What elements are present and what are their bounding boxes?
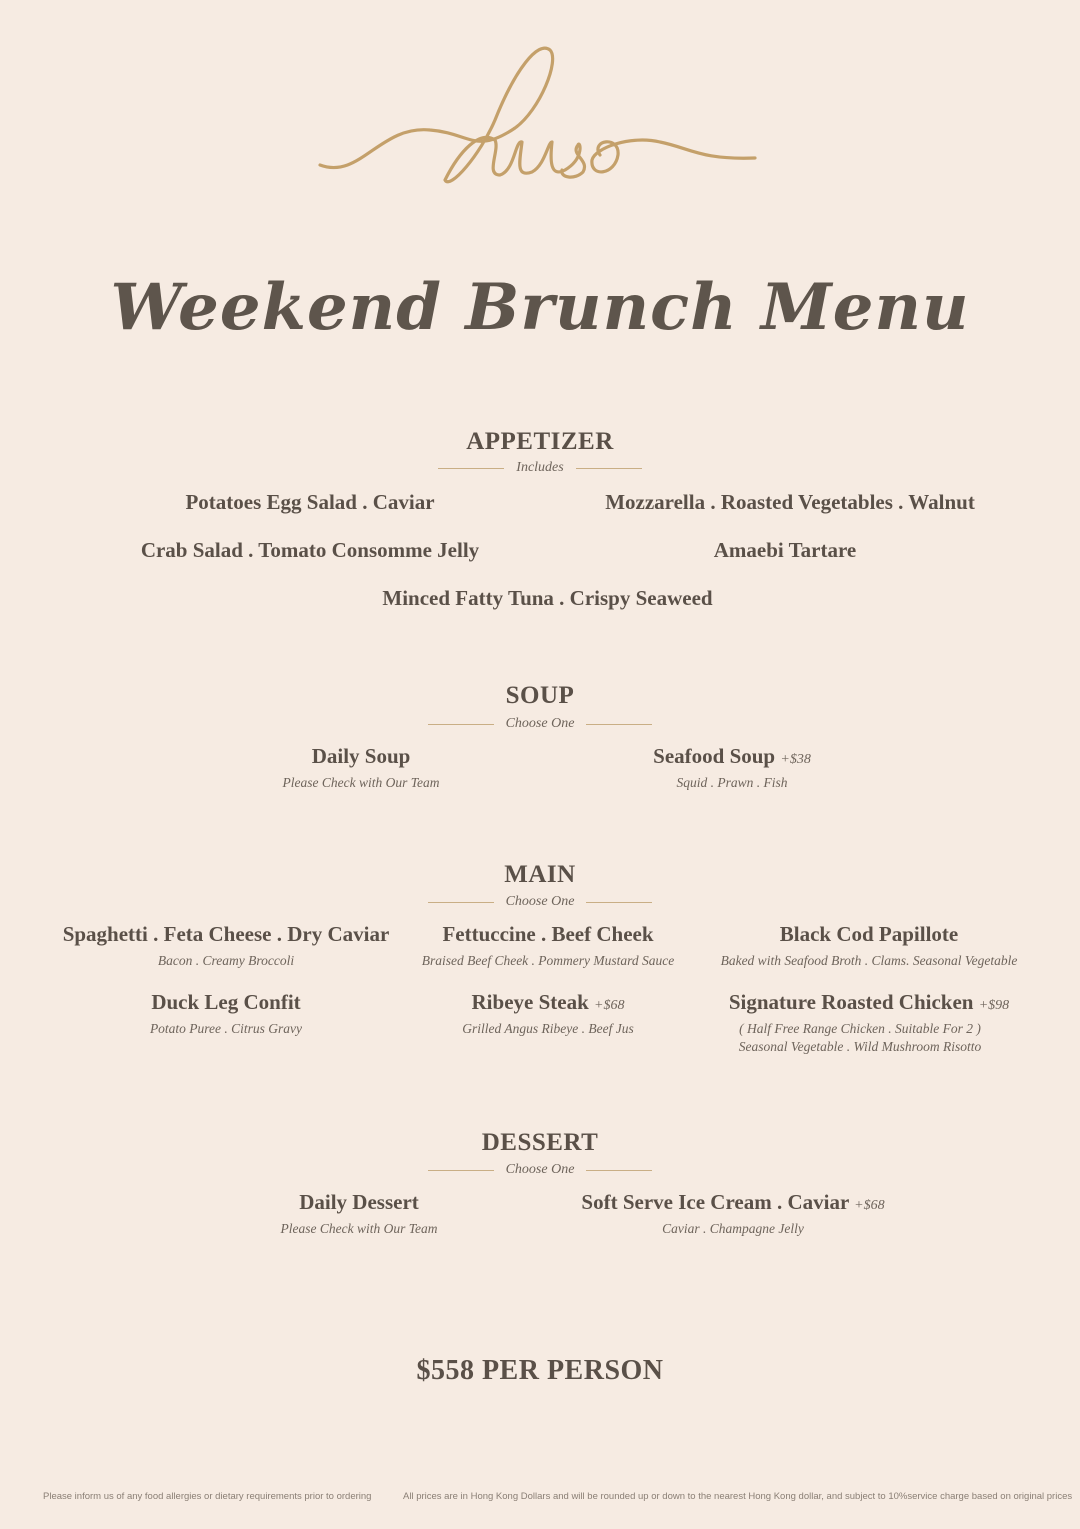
item-name: Daily Soup [311, 744, 411, 768]
price-per-person: $558 PER PERSON [416, 1355, 664, 1386]
item-price: +$38 [780, 752, 811, 767]
allergy-note: Please inform us of any food allergies or dietary requirements prior to ordering [43, 1491, 372, 1502]
item-name: Seafood Soup [653, 744, 776, 768]
menu-item [36, 922, 416, 947]
item-description: Potato Puree . Citrus Gravy [149, 1021, 303, 1036]
pricing-note: All prices are in Hong Kong Dollars and will be rounded up or down to the nearest Hong Kong dollar, and subject to 10%service charge based on original prices [403, 1491, 1073, 1502]
item-price: +$98 [978, 998, 1010, 1013]
main-subtitle [0, 892, 1080, 912]
item-name: Spaghetti . Feta Cheese . Dry Caviar [62, 922, 390, 946]
divider-right [576, 468, 642, 469]
dessert-heading: DESSERT [481, 1129, 599, 1156]
soup-heading: SOUP [505, 682, 575, 709]
dessert-subtitle [0, 1160, 1080, 1180]
item-description: ( Half Free Range Chicken . Suitable For 2 ) [739, 1021, 981, 1036]
menu-item [558, 1190, 908, 1215]
item-description-line-2: Seasonal Vegetable . Wild Mushroom Risotto [738, 1039, 982, 1054]
item-description: Please Check with Our Team [280, 1221, 438, 1236]
item-description: Grilled Angus Ribeye . Beef Jus [462, 1021, 634, 1036]
item-name: Daily Dessert [299, 1190, 419, 1214]
menu-item [388, 990, 708, 1015]
menu-item: Mozzarella . Roasted Vegetables . Walnut [605, 490, 975, 514]
divider-right [586, 724, 652, 725]
item-name: Ribeye Steak [471, 990, 589, 1014]
menu-title: Weekend Brunch Menu [110, 270, 970, 345]
divider-left [428, 724, 494, 725]
menu-item [76, 990, 376, 1015]
menu-item [582, 744, 882, 769]
divider-right [586, 902, 652, 903]
menu-item [211, 744, 511, 769]
appetizer-heading: APPETIZER [466, 428, 614, 455]
soup-subtitle [0, 714, 1080, 734]
item-description: Braised Beef Cheek . Pommery Mustard Sauce [421, 953, 675, 968]
dessert-subtitle-text: Choose One [505, 1162, 575, 1177]
menu-item [709, 922, 1029, 947]
soup-subtitle-text: Choose One [505, 716, 575, 731]
item-description: Squid . Prawn . Fish [676, 775, 788, 790]
huso-logo [300, 30, 780, 200]
item-description: Please Check with Our Team [282, 775, 440, 790]
divider-left [438, 468, 504, 469]
item-name: Duck Leg Confit [151, 990, 301, 1014]
menu-item: Minced Fatty Tuna . Crispy Seaweed [382, 586, 713, 610]
item-price: +$68 [594, 998, 625, 1013]
divider-left [428, 1170, 494, 1171]
item-price: +$68 [854, 1198, 885, 1213]
menu-item: Potatoes Egg Salad . Caviar [185, 490, 435, 514]
menu-item [209, 1190, 509, 1215]
appetizer-subtitle-text: Includes [516, 460, 564, 475]
main-heading: MAIN [504, 861, 576, 888]
item-name: Soft Serve Ice Cream . Caviar [581, 1190, 849, 1214]
item-description: Caviar . Champagne Jelly [662, 1221, 804, 1236]
divider-right [586, 1170, 652, 1171]
item-description: Baked with Seafood Broth . Clams. Seasonal Vegetable [720, 953, 1018, 968]
appetizer-subtitle [0, 458, 1080, 478]
divider-left [428, 902, 494, 903]
menu-item: Crab Salad . Tomato Consomme Jelly [140, 538, 480, 562]
item-name: Fettuccine . Beef Cheek [442, 922, 654, 946]
menu-item [699, 990, 1039, 1015]
item-description: Bacon . Creamy Broccoli [157, 953, 295, 968]
menu-item: Amaebi Tartare [713, 538, 857, 562]
item-name: Black Cod Papillote [779, 922, 959, 946]
main-subtitle-text: Choose One [505, 894, 575, 909]
item-name: Signature Roasted Chicken [728, 990, 974, 1014]
menu-item [398, 922, 698, 947]
